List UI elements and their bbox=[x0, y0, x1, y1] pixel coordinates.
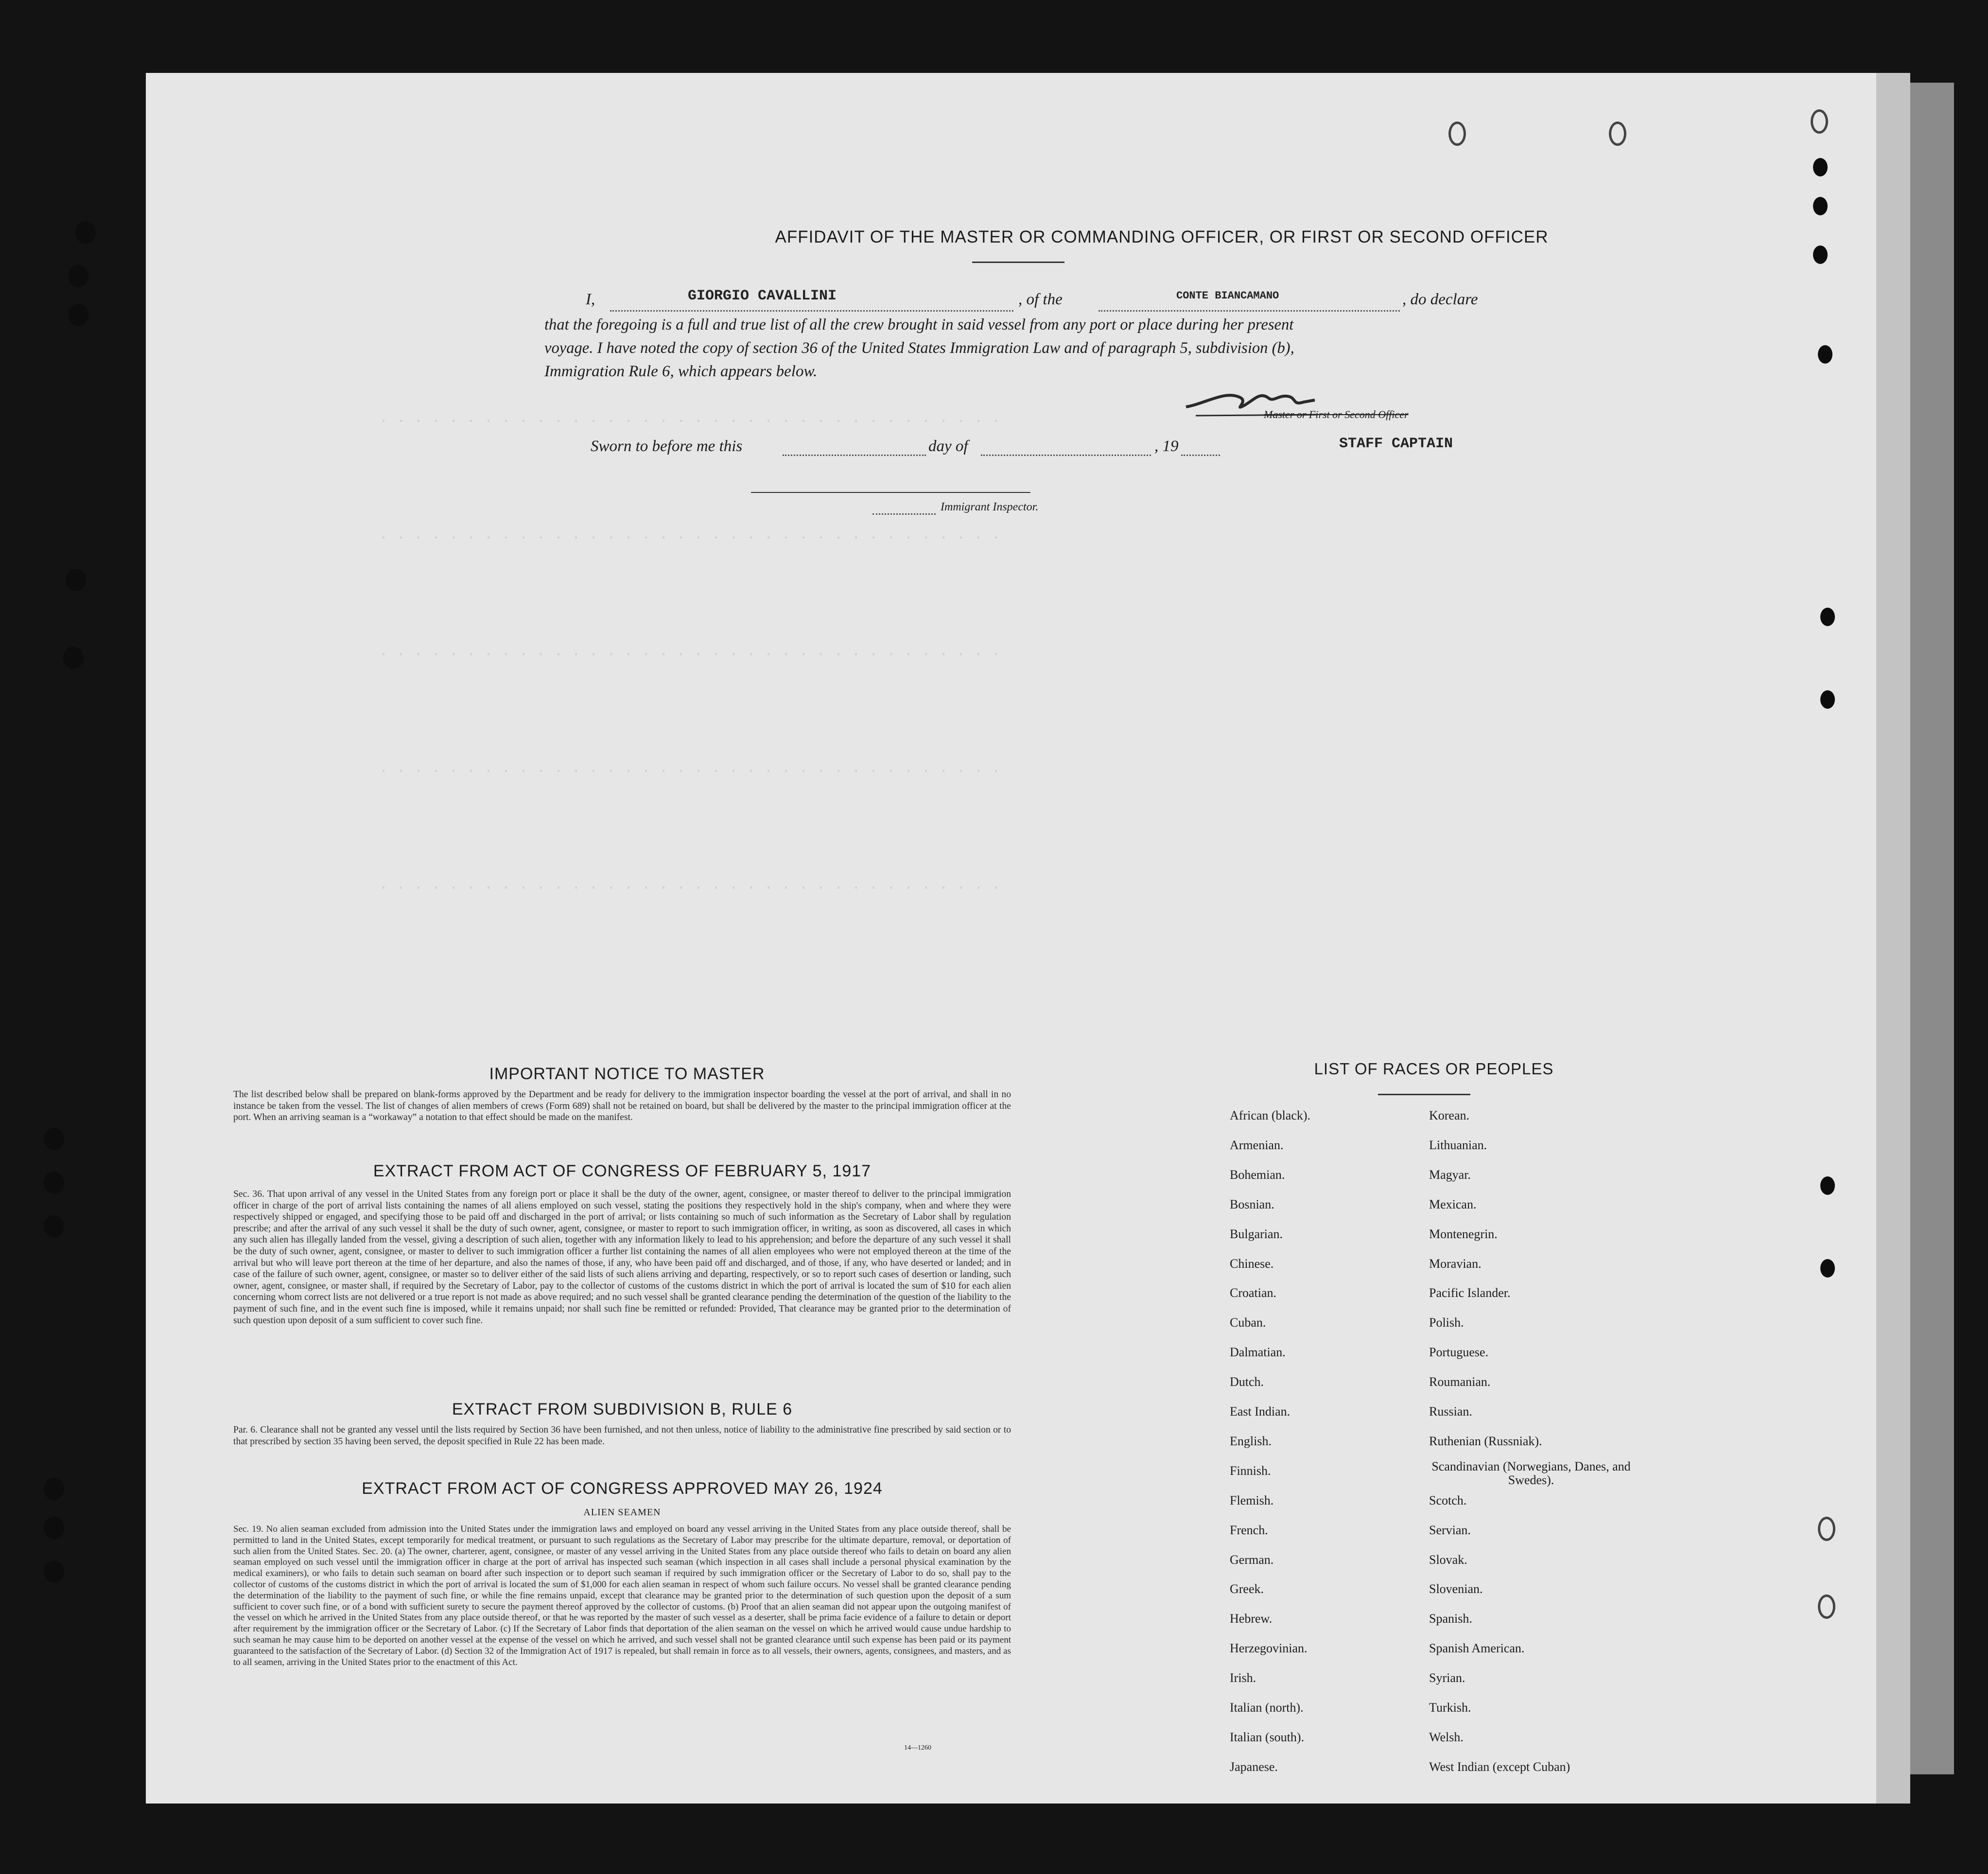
race-item: Mexican. bbox=[1429, 1197, 1477, 1211]
bleed-through-text: · · · · · · · · · · · · · · · · · · · · · · · · · · · · · · · · · · · · bbox=[379, 647, 1001, 663]
sworn-year-field bbox=[1181, 455, 1220, 456]
punch-hole bbox=[44, 1560, 64, 1583]
extract-1924-title: EXTRACT FROM ACT OF CONGRESS APPROVED MAY 26, 1924 bbox=[362, 1479, 883, 1498]
sworn-day-field bbox=[783, 455, 926, 456]
race-item: Italian (north). bbox=[1230, 1700, 1304, 1715]
race-item: Slovenian. bbox=[1429, 1582, 1483, 1596]
race-item: Bosnian. bbox=[1230, 1197, 1274, 1211]
race-item: French. bbox=[1230, 1523, 1268, 1537]
race-item: Lithuanian. bbox=[1429, 1138, 1487, 1152]
races-rule bbox=[1378, 1094, 1470, 1095]
race-item: Montenegrin. bbox=[1429, 1226, 1498, 1241]
race-item: Chinese. bbox=[1230, 1256, 1274, 1271]
race-item: East Indian. bbox=[1230, 1404, 1290, 1419]
punch-hole bbox=[44, 1517, 64, 1539]
officer-rank: STAFF CAPTAIN bbox=[1339, 436, 1453, 452]
race-item: Roumanian. bbox=[1429, 1375, 1491, 1389]
rule6-text: Par. 6. Clearance shall not be granted any vessel until the lists required by Section 36 have been furnished, and not then unless, notice of liability to the administrative fine prescribed by said section or to that prescribed by section 35 having been served, the deposit specified in Rule 22 has been made. bbox=[233, 1425, 1011, 1447]
extract-1917-title: EXTRACT FROM ACT OF CONGRESS OF FEBRUARY 5, 1917 bbox=[373, 1162, 872, 1180]
race-item: Pacific Islander. bbox=[1429, 1286, 1511, 1300]
race-item: Japanese. bbox=[1230, 1759, 1278, 1774]
inspector-dots bbox=[872, 513, 936, 515]
sworn-prefix: Sworn to before me this bbox=[591, 438, 743, 455]
race-item: Servian. bbox=[1429, 1523, 1471, 1537]
punch-hole bbox=[44, 1128, 64, 1150]
punch-hole bbox=[1818, 1517, 1835, 1541]
punch-hole bbox=[1813, 197, 1828, 215]
extract-1924-subtitle: ALIEN SEAMEN bbox=[583, 1507, 661, 1518]
rule6-title: EXTRACT FROM SUBDIVISION B, RULE 6 bbox=[452, 1400, 793, 1419]
signature-caption: Master or First or Second Officer bbox=[1264, 408, 1409, 420]
title-rule bbox=[972, 262, 1064, 263]
punch-hole bbox=[68, 304, 88, 326]
vessel-name-field bbox=[1099, 310, 1400, 312]
declaration-declare: , do declare bbox=[1402, 291, 1478, 308]
bleed-through-text: · · · · · · · · · · · · · · · · · · · · · · · · · · · · · · · · · · · · bbox=[379, 880, 1001, 896]
punch-hole bbox=[1609, 122, 1626, 146]
signature bbox=[1176, 377, 1322, 430]
declaration-line-3: voyage. I have noted the copy of section 36 of the United States Immigration Law and of paragraph 5, subdivision (b), bbox=[544, 339, 1294, 357]
race-item: Cuban. bbox=[1230, 1315, 1266, 1330]
sworn-year: , 19 bbox=[1154, 438, 1179, 455]
form-page bbox=[146, 73, 1876, 1804]
declaration-line-2: that the foregoing is a full and true list of all the crew brought in said vessel from any port or place during her present bbox=[544, 316, 1294, 333]
bleed-through-text: · · · · · · · · · · · · · · · · · · · · · · · · · · · · · · · · · · · · bbox=[379, 413, 1001, 430]
officer-name-field bbox=[610, 310, 1013, 312]
race-item: Welsh. bbox=[1429, 1730, 1464, 1744]
race-item: English. bbox=[1230, 1434, 1272, 1448]
punch-hole bbox=[1818, 345, 1832, 364]
declaration-line-4: Immigration Rule 6, which appears below. bbox=[544, 363, 818, 380]
race-item: Polish. bbox=[1429, 1315, 1464, 1330]
race-item: African (black). bbox=[1230, 1108, 1311, 1122]
punch-hole bbox=[1818, 1594, 1835, 1619]
punch-hole bbox=[44, 1478, 64, 1500]
race-item: Spanish. bbox=[1429, 1611, 1472, 1626]
race-item: Turkish. bbox=[1429, 1700, 1471, 1715]
sworn-month-field bbox=[981, 455, 1151, 456]
bleed-through-text: · · · · · · · · · · · · · · · · · · · · · · · · · · · · · · · · · · · · bbox=[379, 763, 1001, 780]
declaration-of: , of the bbox=[1018, 291, 1063, 308]
punch-hole bbox=[1820, 690, 1835, 709]
race-item: Spanish American. bbox=[1429, 1641, 1525, 1656]
race-item: German. bbox=[1230, 1552, 1274, 1567]
notice-title: IMPORTANT NOTICE TO MASTER bbox=[489, 1065, 765, 1083]
punch-hole bbox=[1820, 1176, 1835, 1195]
declaration-i: I, bbox=[586, 291, 595, 308]
race-item: Scandinavian (Norwegians, Danes, and Swedes). bbox=[1431, 1459, 1631, 1487]
punch-hole bbox=[1820, 608, 1835, 626]
inspector-label: Immigrant Inspector. bbox=[941, 501, 1039, 513]
race-item: Greek. bbox=[1230, 1582, 1264, 1596]
punch-hole bbox=[1813, 245, 1828, 264]
punch-hole bbox=[66, 569, 86, 591]
races-title: LIST OF RACES OR PEOPLES bbox=[1314, 1060, 1554, 1078]
race-item: Armenian. bbox=[1230, 1138, 1284, 1152]
race-item: Bohemian. bbox=[1230, 1167, 1285, 1182]
race-item: Magyar. bbox=[1429, 1167, 1471, 1182]
race-item: Herzegovinian. bbox=[1230, 1641, 1308, 1656]
race-item: Hebrew. bbox=[1230, 1611, 1273, 1626]
bleed-through-text: · · · · · · · · · · · · · · · · · · · · · · · · · · · · · · · · · · · · bbox=[379, 530, 1001, 546]
inspector-signature-line bbox=[751, 492, 1030, 493]
race-item: West Indian (except Cuban) bbox=[1429, 1759, 1570, 1774]
race-item: Dutch. bbox=[1230, 1375, 1264, 1389]
race-item: Russian. bbox=[1429, 1404, 1472, 1419]
sworn-day-of: day of bbox=[928, 438, 968, 455]
race-item: Flemish. bbox=[1230, 1493, 1274, 1507]
punch-hole bbox=[63, 647, 84, 669]
race-item: Irish. bbox=[1230, 1671, 1256, 1685]
race-item: Scotch. bbox=[1429, 1493, 1467, 1507]
punch-hole bbox=[44, 1172, 64, 1194]
race-item: Syrian. bbox=[1429, 1671, 1465, 1685]
race-item: Portuguese. bbox=[1429, 1345, 1489, 1360]
punch-hole bbox=[75, 221, 96, 244]
affidavit-title: AFFIDAVIT OF THE MASTER OR COMMANDING OFFICER, OR FIRST OR SECOND OFFICER bbox=[775, 228, 1549, 246]
race-item: Croatian. bbox=[1230, 1286, 1277, 1300]
race-item: Moravian. bbox=[1429, 1256, 1482, 1271]
race-item: Ruthenian (Russniak). bbox=[1429, 1434, 1542, 1448]
race-item: Dalmatian. bbox=[1230, 1345, 1286, 1360]
race-item: Italian (south). bbox=[1230, 1730, 1305, 1744]
punch-hole bbox=[68, 265, 88, 287]
punch-hole bbox=[1811, 109, 1828, 134]
race-item: Korean. bbox=[1429, 1108, 1470, 1122]
race-item: Slovak. bbox=[1429, 1552, 1467, 1567]
punch-hole bbox=[1448, 122, 1466, 146]
notice-text: The list described below shall be prepared on blank-forms approved by the Department and be ready for delivery to the immigration inspector boarding the vessel at the port of arrival, and shall in no instance be taken from the vessel. The list of changes of alien members of crews (Form 689) shall not be retained on board, but shall be delivered by the master to the principal immigration officer at the port. When an arriving seaman is a “workaway” a notation to that effect should be made on the manifest. bbox=[233, 1089, 1011, 1123]
extract-1924-text: Sec. 19. No alien seaman excluded from admission into the United States under the immigration laws and employed on board any vessel arriving in the United States from any place outside thereof, shall be permitted to land in the United States, except temporarily for medical treatment, or pursuant to such regulations as the Secretary of Labor may prescribe for the ultimate departure, removal, or deportation of such alien from the United States. Sec. 20. (a) The owner, charterer, agent, consignee, or master of any vessel arriving in the United States from any place outside thereof who fails to detain on board any alien seaman employed on such vessel until the immigration officer in charge at the port of arrival has inspected such seaman (which inspection in all cases shall include a personal physical examination by the medical examiners), or who fails to detain such seaman on board after such inspection or to deport such seaman if required by such immigration officer or the Secretary of Labor to do so, shall pay to the collector of customs of the customs district in which the port of arrival is located the sum of $1,000 for each alien seaman in respect of whom such failure occurs. No vessel shall be granted clearance pending the determination of the liability to the payment of such fine, or while the fine remains unpaid, except that clearance may be granted prior to the determination of such question upon the deposit of a sum sufficient to cover such fine, or of a bond with sufficient surety to secure the payment thereof approved by the collector of customs. (b) Proof that an alien seaman did not appear upon the outgoing manifest of the vessel on which he arrived in the United States from any place outside thereof, or that he was reported by the master of such vessel as a deserter, shall be prima facie evidence of a failure to detain or deport after requirement by the immigration officer or the Secretary of Labor. (c) If the Secretary of Labor finds that deportation of the alien seaman on the vessel on which he arrived would cause undue hardship to such seaman he may cause him to be deported on another vessel at the expense of the vessel on which he arrived, and such vessel shall not be granted clearance until such expense has been paid or its payment guaranteed to the satisfaction of the Secretary of Labor. (d) Section 32 of the Immigration Act of 1917 is repealed, but shall remain in force as to all vessels, their owners, agents, consignees, and masters, and as to all seamen, arriving in the United States prior to the enactment of this Act. bbox=[233, 1524, 1011, 1667]
extract-1917-text: Sec. 36. That upon arrival of any vessel in the United States from any foreign port or place it shall be the duty of the owner, agent, consignee, or master thereof to deliver to the principal immigration officer in charge of the port of arrival lists containing the names of all aliens employed on such vessel, stating the positions they respectively hold in the ship's company, when and where they were respectively shipped or engaged, and specifying those to be paid off and discharged in the port of arrival; or lists containing so much of such information as the Secretary of Labor shall by regulation prescribe; and after the arrival of any such vessel it shall be the duty of such owner, agent, consignee, or master to report to such immigration officer, in writing, as soon as discovered, all cases in which any such alien has illegally landed from the vessel, giving a description of such alien, together with any information likely to lead to his apprehension; and before the departure of any such vessel it shall be the duty of such owner, agent, consignee, or master to deliver to such immigration officer a further list containing the names of all alien employees who were not employed thereon at the time of the arrival but who will leave port thereon at the time of her departure, and also the names of those, if any, who have been paid off and discharged, and of those, if any, who have deserted or landed; and in case of the failure of such owner, agent, consignee, or master so to deliver either of the said lists of such aliens arriving and departing, respectively, or so to report such cases of desertion or landing, such owner, agent, consignee, or master shall, if required by the Secretary of Labor, pay to the collector of customs of the customs district in which the port of arrival is located the sum of $10 for each alien concerning whom correct lists are not delivered or a true report is not made as above required; and no such vessel shall be granted clearance pending the determination of the question of the liability to the payment of such fine, and in the event such fine is imposed, while it remains unpaid; nor shall such fine be remitted or refunded: Provided, That clearance may be granted prior to the determination of such question upon deposit of a sum sufficient to cover such fine. bbox=[233, 1189, 1011, 1326]
form-number: 14—1260 bbox=[904, 1744, 931, 1751]
officer-name: GIORGIO CAVALLINI bbox=[688, 288, 837, 304]
vessel-name: CONTE BIANCAMANO bbox=[1176, 290, 1279, 302]
race-item: Bulgarian. bbox=[1230, 1226, 1283, 1241]
punch-hole bbox=[44, 1215, 64, 1238]
punch-hole bbox=[1813, 158, 1828, 176]
race-item: Finnish. bbox=[1230, 1463, 1271, 1478]
punch-hole bbox=[1820, 1259, 1835, 1278]
